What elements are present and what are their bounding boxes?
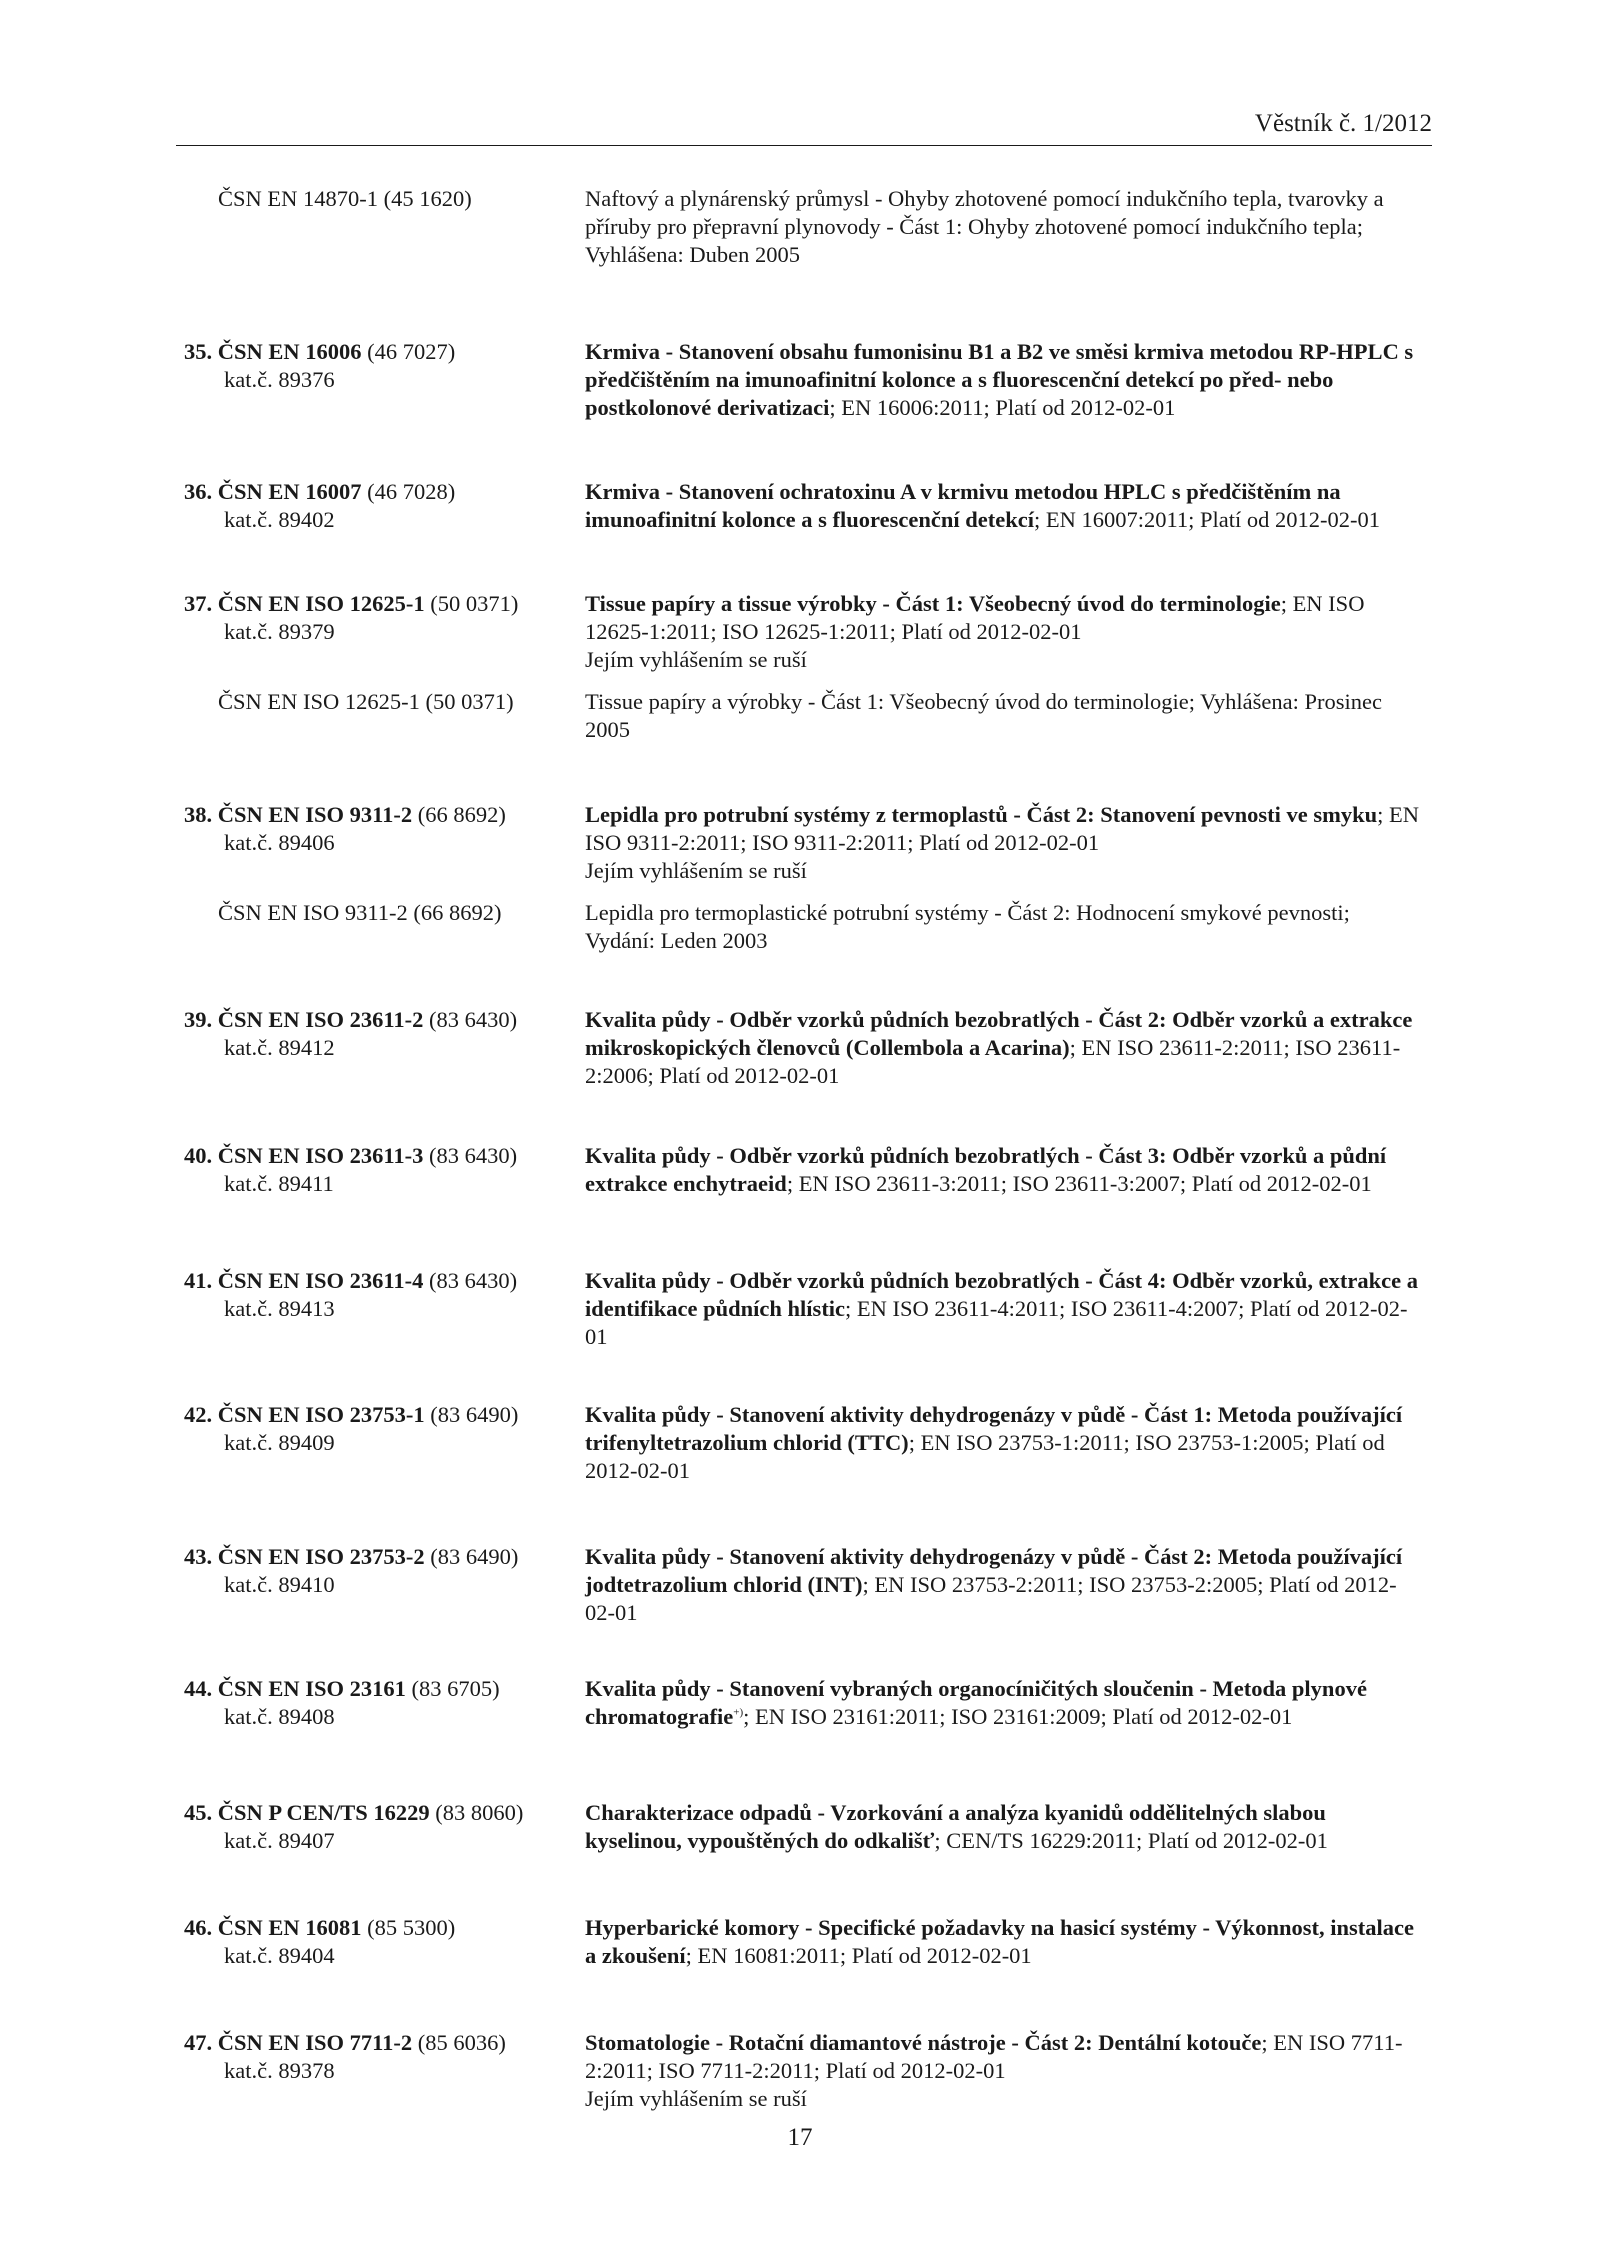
superseded-code: ČSN EN ISO 12625-1 (50 0371) (218, 689, 514, 714)
standard-details: ; EN ISO 9311-2:2011; ISO 9311-2:2011; Platí od 2012-02-01 (585, 802, 1420, 855)
standard-title-text (585, 185, 1425, 269)
standard-code: ČSN EN ISO 23611-2 (217, 1007, 424, 1032)
catalog-number: kat.č. 89404 (224, 1943, 335, 1968)
standard-title-text (585, 478, 1425, 534)
standard-identifier (184, 1675, 564, 1731)
standard-details: ; EN ISO 12625-1:2011; ISO 12625-1:2011; Platí od 2012-02-01 (585, 591, 1365, 644)
standard-title: Kvalita půdy - Odběr vzorků půdních bezobratlých - Část 3: Odběr vzorků a půdní extrakce enchytraeid (585, 1143, 1387, 1196)
standard-identifier (184, 2029, 564, 2085)
standard-code-line (184, 1401, 564, 1429)
standard-identifier (184, 590, 564, 646)
standard-identifier (184, 1543, 564, 1599)
supersedes-note: Jejím vyhlášením se ruší (585, 647, 807, 672)
standard-code: ČSN EN ISO 23611-4 (217, 1268, 424, 1293)
entry-number: 36. (184, 479, 218, 504)
standard-code-line (184, 338, 564, 366)
entry-number: 35. (184, 339, 218, 364)
catalog-number: kat.č. 89379 (224, 619, 335, 644)
standard-title: Charakterizace odpadů - Vzorkování a analýza kyanidů oddělitelných slabou kyselinou, vypouštěných do odkališť (585, 1800, 1326, 1853)
standard-details: ; CEN/TS 16229:2011; Platí od 2012-02-01 (934, 1828, 1328, 1853)
standard-code: ČSN EN ISO 9311-2 (217, 802, 413, 827)
entry-number: 43. (184, 1544, 218, 1569)
classification-number: (50 0371) (424, 591, 519, 616)
catalog-number: kat.č. 89408 (224, 1704, 335, 1729)
supersedes-note: Jejím vyhlášením se ruší (585, 858, 807, 883)
standard-details: ; EN ISO 23161:2011; ISO 23161:2009; Platí od 2012-02-01 (743, 1704, 1293, 1729)
standard-description (585, 1914, 1425, 1970)
standard-code-line (184, 1006, 564, 1034)
standard-title-text (585, 1914, 1425, 1970)
standard-details: ; EN ISO 7711-2:2011; ISO 7711-2:2011; Platí od 2012-02-01 (585, 2030, 1403, 2083)
standard-title: Kvalita půdy - Odběr vzorků půdních bezobratlých - Část 2: Odběr vzorků a extrakce mikroskopických členovců (Collembola a Acarina) (585, 1007, 1413, 1060)
standard-description (585, 1401, 1425, 1485)
standard-code: ČSN EN ISO 23753-2 (217, 1544, 425, 1569)
standard-title-text (585, 801, 1425, 857)
entry-number: 42. (184, 1402, 218, 1427)
standard-title-text (585, 1543, 1425, 1627)
standard-title-text (585, 1401, 1425, 1485)
classification-number: (46 7027) (361, 339, 456, 364)
standard-title-text (585, 1006, 1425, 1090)
standard-description (585, 801, 1425, 885)
standard-identifier (184, 1799, 564, 1855)
entry-number: 47. (184, 2030, 218, 2055)
standard-title-text (585, 2029, 1425, 2085)
standard-details: Naftový a plynárenský průmysl - Ohyby zhotovené pomocí indukčního tepla, tvarovky a příruby pro přepravní plynovody - Část 1: Ohyby zhotovené pomocí indukčního tepla; Vyhlášena: Duben 2005 (585, 186, 1384, 267)
classification-number: (85 5300) (361, 1915, 456, 1940)
catalog-number: kat.č. 89409 (224, 1430, 335, 1455)
standard-title: Krmiva - Stanovení ochratoxinu A v krmivu metodou HPLC s předčištěním na imunoafinitní kolonce a s fluorescenční detekcí (585, 479, 1341, 532)
standard-code-line (184, 1267, 564, 1295)
catalog-number: kat.č. 89407 (224, 1828, 335, 1853)
entry-number: 45. (184, 1800, 218, 1825)
standard-title: Kvalita půdy - Stanovení aktivity dehydrogenázy v půdě - Část 2: Metoda používající jodtetrazolium chlorid (INT) (585, 1544, 1403, 1597)
standard-description (585, 185, 1425, 269)
standard-code-line (184, 1799, 564, 1827)
standard-code-line (184, 1675, 564, 1703)
standard-details: ; EN ISO 23611-3:2011; ISO 23611-3:2007; Platí od 2012-02-01 (786, 1171, 1372, 1196)
superseded-description: Lepidla pro termoplastické potrubní systémy - Část 2: Hodnocení smykové pevnosti; Vydání: Leden 2003 (585, 900, 1350, 953)
standard-code: ČSN EN ISO 12625-1 (217, 591, 425, 616)
footnote-marker: +) (733, 1706, 744, 1719)
entry-number: 39. (184, 1007, 218, 1032)
standard-details: ; EN 16006:2011; Platí od 2012-02-01 (829, 395, 1176, 420)
entry-number: 41. (184, 1268, 218, 1293)
entry-number: 46. (184, 1915, 218, 1940)
entry-number: 44. (184, 1676, 218, 1701)
standard-details: ; EN ISO 23611-2:2011; ISO 23611-2:2006; Platí od 2012-02-01 (585, 1035, 1401, 1088)
catalog-number: kat.č. 89410 (224, 1572, 335, 1597)
catalog-number: kat.č. 89402 (224, 507, 335, 532)
classification-number: (83 6490) (424, 1544, 519, 1569)
standard-description (585, 1267, 1425, 1351)
standard-code-line (184, 2029, 564, 2057)
catalog-number: kat.č. 89378 (224, 2058, 335, 2083)
standard-title: Stomatologie - Rotační diamantové nástroje - Část 2: Dentální kotouče (585, 2030, 1262, 2055)
standard-code: ČSN EN ISO 23611-3 (217, 1143, 424, 1168)
standard-title: Hyperbarické komory - Specifické požadavky na hasicí systémy - Výkonnost, instalace a zkoušení (585, 1915, 1414, 1968)
catalog-number: kat.č. 89411 (224, 1171, 334, 1196)
entry-number: 37. (184, 591, 218, 616)
superseded-description: Tissue papíry a výrobky - Část 1: Všeobecný úvod do terminologie; Vyhlášena: Prosinec 2005 (585, 689, 1382, 742)
standard-code-line (184, 801, 564, 829)
classification-number: (83 6430) (423, 1268, 518, 1293)
standard-identifier (184, 1401, 564, 1457)
standard-description (585, 1142, 1425, 1198)
catalog-number: kat.č. 89376 (224, 367, 335, 392)
standard-details: ; EN ISO 23753-2:2011; ISO 23753-2:2005; Platí od 2012-02-01 (585, 1572, 1397, 1625)
standard-code-line (184, 478, 564, 506)
standard-title-text (585, 1675, 1425, 1731)
standard-description (585, 478, 1425, 534)
standard-title-text (585, 1267, 1425, 1351)
standard-details: ; EN ISO 23611-4:2011; ISO 23611-4:2007; Platí od 2012-02-01 (585, 1296, 1408, 1349)
standard-title-text (585, 590, 1425, 646)
standard-identifier (184, 1006, 564, 1062)
standard-title: Kvalita půdy - Stanovení aktivity dehydrogenázy v půdě - Část 1: Metoda používající trifenyltetrazolium chlorid (TTC) (585, 1402, 1403, 1455)
classification-number: (45 1620) (378, 186, 472, 211)
standard-identifier (184, 1267, 564, 1323)
standard-title-text (585, 1799, 1425, 1855)
standard-identifier (184, 1914, 564, 1970)
standard-title: Kvalita půdy - Stanovení vybraných organocíničitých sloučenin - Metoda plynové chromatografie (585, 1676, 1367, 1729)
standard-identifier (184, 1142, 564, 1198)
standard-identifier (184, 801, 564, 857)
standard-details: ; EN ISO 23753-1:2011; ISO 23753-1:2005; Platí od 2012-02-01 (585, 1430, 1385, 1483)
standard-code: ČSN EN ISO 7711-2 (217, 2030, 413, 2055)
classification-number: (46 7028) (361, 479, 456, 504)
standard-identifier (184, 338, 564, 394)
standard-title: Tissue papíry a tissue výrobky - Část 1: Všeobecný úvod do terminologie (585, 591, 1281, 616)
standard-code: ČSN EN 16007 (217, 479, 362, 504)
standard-description (585, 1675, 1425, 1731)
classification-number: (85 6036) (412, 2030, 506, 2055)
standard-identifier (184, 478, 564, 534)
standard-description (585, 1543, 1425, 1627)
standard-details: ; EN 16081:2011; Platí od 2012-02-01 (685, 1943, 1032, 1968)
catalog-number: kat.č. 89406 (224, 830, 335, 855)
classification-number: (83 8060) (429, 1800, 524, 1825)
standard-description (585, 2029, 1425, 2113)
catalog-number: kat.č. 89413 (224, 1296, 335, 1321)
entry-number: 38. (184, 802, 218, 827)
standard-title-text (585, 1142, 1425, 1198)
catalog-number: kat.č. 89412 (224, 1035, 335, 1060)
standard-identifier (218, 185, 598, 213)
classification-number: (83 6705) (405, 1676, 500, 1701)
standard-code: ČSN EN 16006 (217, 339, 362, 364)
standard-code-line (184, 1543, 564, 1571)
entry-number: 40. (184, 1143, 218, 1168)
classification-number: (83 6430) (423, 1007, 518, 1032)
standard-code: ČSN EN ISO 23753-1 (217, 1402, 425, 1427)
standard-title-text (585, 338, 1425, 422)
standard-code: ČSN P CEN/TS 16229 (217, 1800, 430, 1825)
page-number: 17 (787, 2124, 813, 2151)
standard-description (585, 1799, 1425, 1855)
classification-number: (83 6490) (424, 1402, 519, 1427)
header-divider (176, 145, 1432, 146)
standard-title: Kvalita půdy - Odběr vzorků půdních bezobratlých - Část 4: Odběr vzorků, extrakce a identifikace půdních hlístic (585, 1268, 1418, 1321)
standard-code: ČSN EN ISO 23161 (217, 1676, 406, 1701)
standard-title: Lepidla pro potrubní systémy z termoplastů - Část 2: Stanovení pevnosti ve smyku (585, 802, 1378, 827)
standard-code-line (184, 590, 564, 618)
standard-code: ČSN EN 16081 (217, 1915, 362, 1940)
standard-code-line (218, 185, 598, 213)
standard-description (585, 590, 1425, 674)
standard-title: Krmiva - Stanovení obsahu fumonisinu B1 a B2 ve směsi krmiva metodou RP-HPLC s předčištěním na imunoafinitní kolonce a s fluorescenční detekcí po před- nebo postkolonové derivatizaci (585, 339, 1414, 420)
journal-header: Věstník č. 1/2012 (1254, 110, 1432, 137)
standard-code: ČSN EN 14870-1 (218, 186, 379, 211)
supersedes-note: Jejím vyhlášením se ruší (585, 2086, 807, 2111)
standard-description (585, 1006, 1425, 1090)
standard-details: ; EN 16007:2011; Platí od 2012-02-01 (1033, 507, 1380, 532)
classification-number: (66 8692) (412, 802, 506, 827)
classification-number: (83 6430) (423, 1143, 518, 1168)
standard-code-line (184, 1142, 564, 1170)
superseded-code: ČSN EN ISO 9311-2 (66 8692) (218, 900, 502, 925)
standard-description (585, 338, 1425, 422)
standard-code-line (184, 1914, 564, 1942)
